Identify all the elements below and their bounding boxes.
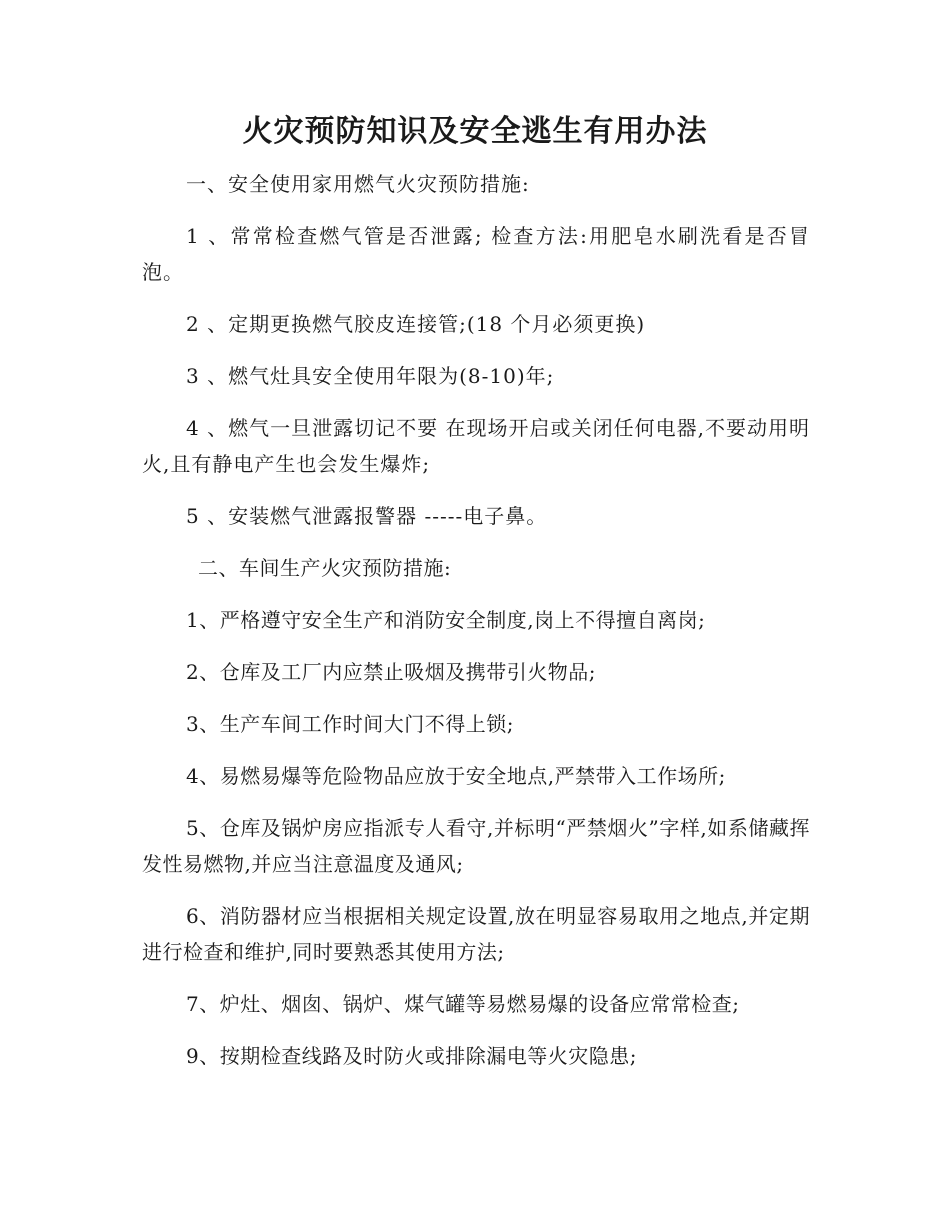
paragraph-gas-pipe-check: 1 、常常检查燃气管是否泄露; 检查方法:用肥皂水刷洗看是否冒泡。	[142, 224, 810, 284]
document-title: 火灾预防知识及安全逃生有用办法	[242, 114, 708, 149]
document-body	[142, 166, 810, 1090]
paragraph-gas-alarm: 5 、安装燃气泄露报警器 -----电子鼻。	[186, 504, 548, 528]
paragraph-hazard-storage: 4、易燃易爆等危险物品应放于安全地点,严禁带入工作场所;	[186, 764, 726, 788]
paragraph-gas-hose-replace: 2 、定期更换燃气胶皮连接管;(18 个月必须更换)	[186, 312, 646, 336]
section-heading-household-gas: 一、安全使用家用燃气火灾预防措施:	[186, 172, 530, 196]
paragraph-gas-leak-warning: 4 、燃气一旦泄露切记不要 在现场开启或关闭任何电器,不要动用明火,且有静电产生也会发生爆炸;	[142, 416, 810, 476]
paragraph-safety-rules: 1、严格遵守安全生产和消防安全制度,岗上不得擅自离岗;	[186, 608, 706, 632]
paragraph-stove-lifespan: 3 、燃气灶具安全使用年限为(8-10)年;	[186, 364, 555, 388]
paragraph-wiring-check: 9、按期检查线路及时防火或排除漏电等火灾隐患;	[186, 1044, 637, 1068]
section-heading-workshop: 二、车间生产火灾预防措施:	[198, 556, 452, 580]
paragraph-no-smoking: 2、仓库及工厂内应禁止吸烟及携带引火物品;	[186, 660, 596, 684]
paragraph-fire-equipment: 6、消防器材应当根据相关规定设置,放在明显容易取用之地点,并定期进行检查和维护,同时要熟悉其使用方法;	[142, 904, 810, 964]
paragraph-equipment-check: 7、炉灶、烟囱、锅炉、煤气罐等易燃易爆的设备应常常检查;	[186, 992, 740, 1016]
paragraph-warehouse-guard: 5、仓库及锅炉房应指派专人看守,并标明“严禁烟火”字样,如系储藏挥发性易燃物,并应当注意温度及通风;	[142, 816, 810, 876]
paragraph-doors-unlocked: 3、生产车间工作时间大门不得上锁;	[186, 712, 514, 736]
